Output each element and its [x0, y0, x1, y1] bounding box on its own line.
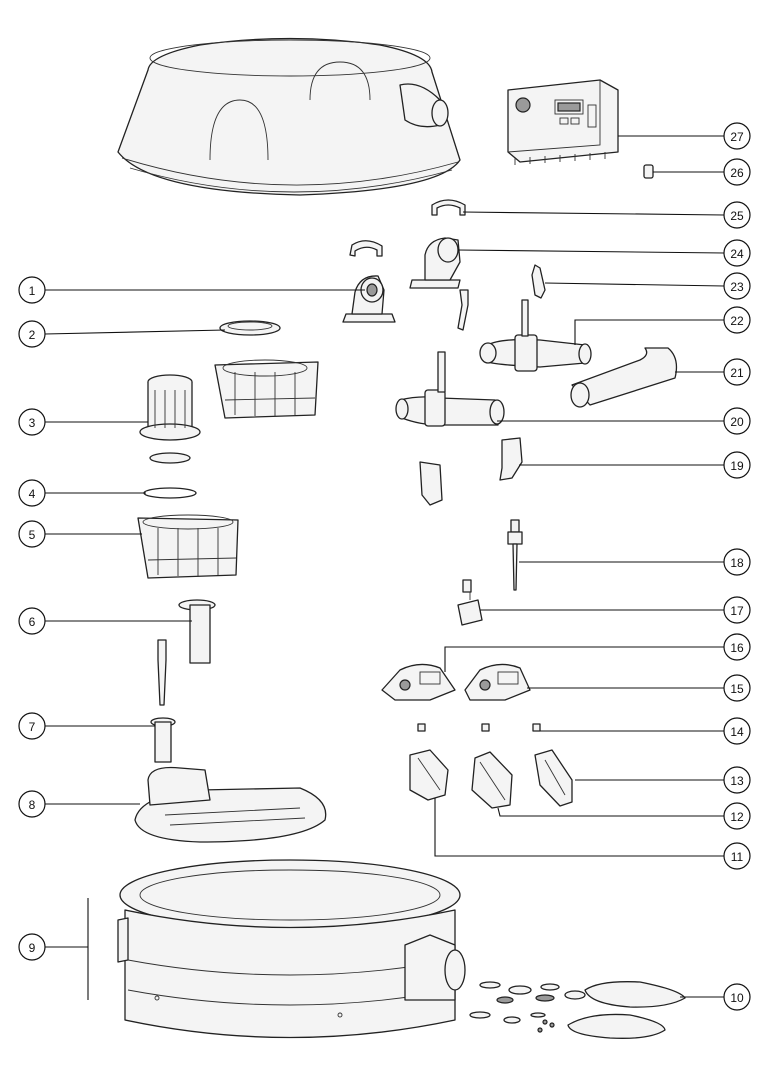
callout-12: [724, 803, 750, 829]
control-box-part: [508, 80, 618, 165]
upper-chamber-part: [215, 360, 318, 418]
retaining-clip-part: [432, 200, 465, 215]
callout-27: [724, 123, 750, 149]
svg-text:21: 21: [730, 366, 744, 380]
callout-11: [724, 843, 750, 869]
svg-text:11: 11: [730, 850, 744, 864]
svg-text:19: 19: [730, 459, 744, 473]
svg-text:8: 8: [28, 798, 36, 812]
svg-text:23: 23: [730, 280, 744, 294]
callout-3: [19, 409, 45, 435]
svg-text:22: 22: [730, 314, 744, 328]
support-bracket-part: [420, 438, 522, 505]
level-probe-part: [458, 265, 545, 330]
callout-6: [19, 608, 45, 634]
main-tank-part: [118, 860, 465, 1038]
inspection-cover-part: [220, 321, 280, 335]
top-housing-part: [118, 39, 460, 196]
svg-text:14: 14: [730, 725, 744, 739]
svg-text:5: 5: [28, 528, 36, 542]
callout-26: [724, 159, 750, 185]
callout-14: [724, 718, 750, 744]
callout-2: [19, 321, 45, 347]
callout-23: [724, 273, 750, 299]
base-plate-part: [135, 768, 326, 843]
callout-18: [724, 549, 750, 575]
callout-1: [19, 277, 45, 303]
svg-text:6: 6: [28, 615, 36, 629]
svg-text:12: 12: [730, 810, 744, 824]
check-valve-elbow-part: [343, 241, 395, 322]
callout-7: [19, 713, 45, 739]
callout-17: [724, 597, 750, 623]
callout-22: [724, 307, 750, 333]
svg-text:16: 16: [730, 641, 744, 655]
screw-set-part: [418, 724, 540, 731]
callout-4: [19, 480, 45, 506]
svg-text:9: 9: [28, 941, 36, 955]
svg-text:3: 3: [28, 416, 36, 430]
svg-text:25: 25: [730, 209, 744, 223]
flap-valve-c-part: [535, 750, 572, 806]
o-ring-part: [144, 488, 196, 498]
callout-16: [724, 634, 750, 660]
svg-text:13: 13: [730, 774, 744, 788]
filter-basket-part: [140, 375, 200, 463]
seal-kit-part: [470, 982, 685, 1039]
pump-motor-left-part: [382, 664, 455, 700]
svg-text:27: 27: [730, 130, 744, 144]
pump-motor-right-part: [465, 664, 530, 700]
callout-5: [19, 521, 45, 547]
pressure-switch-part: [458, 580, 482, 625]
svg-text:26: 26: [730, 166, 744, 180]
callout-19: [724, 452, 750, 478]
callout-20: [724, 408, 750, 434]
callout-10: [724, 984, 750, 1010]
svg-text:10: 10: [730, 991, 744, 1005]
lower-chamber-part: [138, 515, 238, 578]
callout-9: [19, 934, 45, 960]
svg-text:4: 4: [28, 487, 36, 501]
sleeve-part: [151, 718, 175, 762]
svg-text:17: 17: [730, 604, 744, 618]
callout-24: [724, 240, 750, 266]
svg-text:1: 1: [28, 284, 36, 298]
elbow-outlet-part: [410, 238, 460, 288]
flap-valve-b-part: [472, 752, 512, 808]
callout-13: [724, 767, 750, 793]
callout-15: [724, 675, 750, 701]
discharge-pipe-upper-part: [480, 300, 591, 371]
float-sensor-part: [508, 520, 522, 590]
flap-valve-a-part: [410, 750, 448, 800]
svg-text:20: 20: [730, 415, 744, 429]
svg-text:2: 2: [28, 328, 36, 342]
svg-text:24: 24: [730, 247, 744, 261]
callout-25: [724, 202, 750, 228]
svg-text:18: 18: [730, 556, 744, 570]
small-cap-part: [644, 165, 653, 178]
callout-8: [19, 791, 45, 817]
level-sensor-tube-part: [158, 600, 215, 705]
svg-text:7: 7: [28, 720, 36, 734]
callout-21: [724, 359, 750, 385]
svg-text:15: 15: [730, 682, 744, 696]
